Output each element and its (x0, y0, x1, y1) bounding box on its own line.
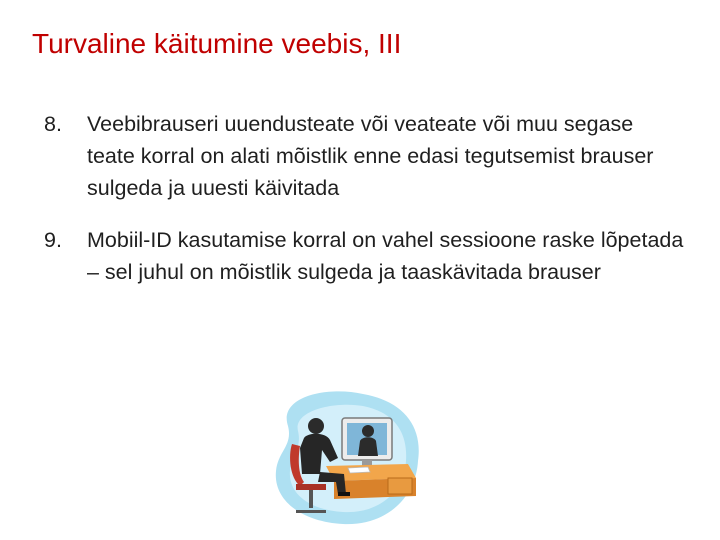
bullet-list (44, 108, 684, 308)
item-text: Veebibrauseri uuendusteate või veateate või muu segase teate korral on alati mõistlik enne edasi tegutsemist brauser sulgeda ja uuesti käivitada (87, 112, 654, 200)
item-number: 9. (44, 228, 62, 252)
item-text: Mobiil-ID kasutamise korral on vahel sessioone raske lõpetada – sel juhul on mõistlik sulgeda ja taaskävitada brauser (87, 228, 684, 284)
slide-title: Turvaline käitumine veebis, III (32, 28, 402, 59)
list-item (44, 108, 684, 204)
office-worker-computer-icon (268, 386, 428, 531)
list-item (44, 224, 684, 288)
item-number: 8. (44, 112, 62, 136)
